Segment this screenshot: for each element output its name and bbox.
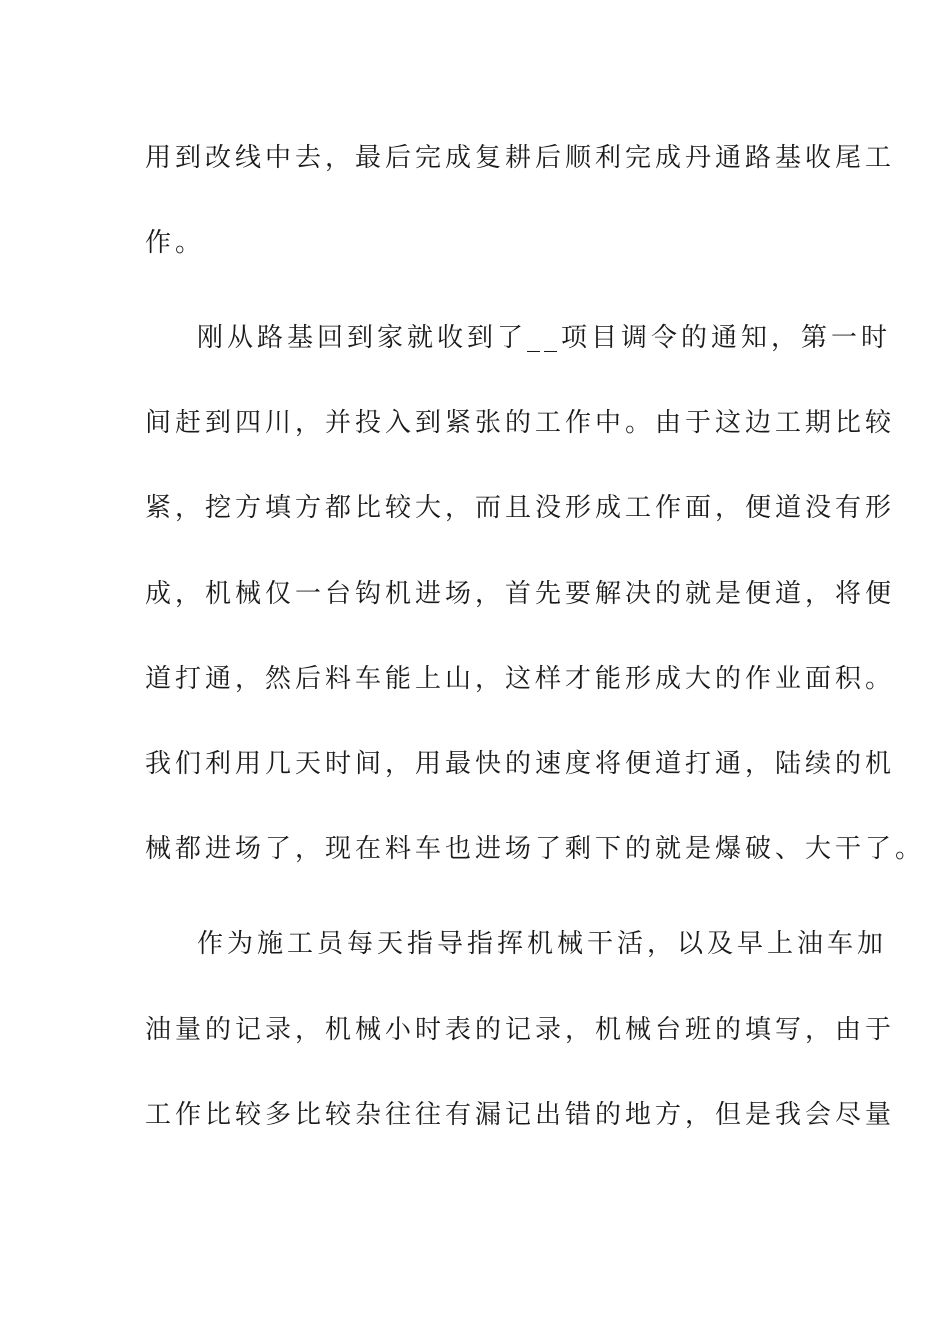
text-line: 作。 — [145, 228, 206, 258]
text-line: 械都进场了，现在料车也进场了剩下的就是爆破、大干了。 — [145, 834, 926, 864]
paragraph-start-line: 作为施工员每天指导指挥机械干活，以及早上油车加 — [197, 929, 888, 959]
text-line: 间赶到四川，并投入到紧张的工作中。由于这边工期比较 — [145, 408, 896, 438]
text-line: 紧，挖方填方都比较大，而且没形成工作面，便道没有形 — [145, 493, 896, 523]
text-line: 工作比较多比较杂往往有漏记出错的地方，但是我会尽量 — [145, 1100, 896, 1130]
text-line: 成，机械仅一台钩机进场，首先要解决的就是便道，将便 — [145, 579, 896, 609]
text-line: 我们利用几天时间，用最快的速度将便道打通，陆续的机 — [145, 749, 896, 779]
text-line: 道打通，然后料车能上山，这样才能形成大的作业面积。 — [145, 664, 896, 694]
text-line: 油量的记录，机械小时表的记录，机械台班的填写，由于 — [145, 1015, 896, 1045]
paragraph-start-line: 刚从路基回到家就收到了__项目调令的通知，第一时 — [197, 323, 892, 353]
text-line: 用到改线中去，最后完成复耕后顺利完成丹通路基收尾工 — [145, 143, 896, 173]
